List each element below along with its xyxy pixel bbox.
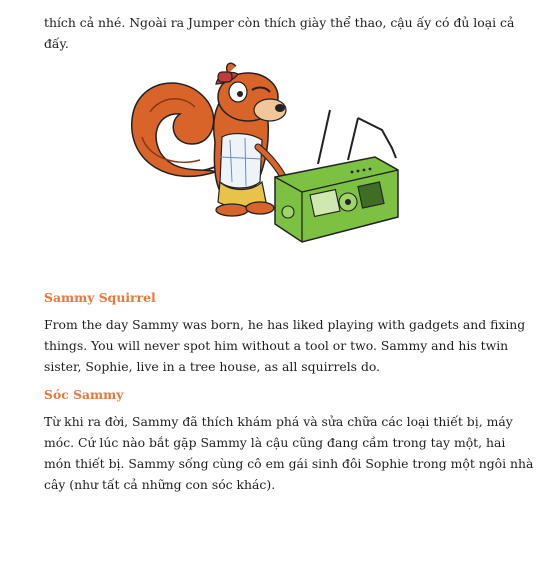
top-paragraph: thích cả nhé. Ngoài ra Jumper còn thích giày thể thao, cậu ấy có đủ loại cả đấy. bbox=[44, 15, 515, 51]
squirrel-radio-illustration bbox=[120, 52, 420, 257]
section-body-vietnamese: Từ khi ra đời, Sammy đã thích khám phá và sửa chữa các loại thiết bị, máy móc. Cứ lúc nào bắt gặp Sammy là cậu cũng đang cầm trong tay một, hai món thiết bị. Sammy sống cùng cô em gái sinh đôi Sophie trong một ngôi nhà cây (như tất cả những con sóc khác). bbox=[44, 414, 534, 492]
radio bbox=[275, 110, 398, 242]
squirrel-head bbox=[216, 63, 286, 121]
section-heading-vietnamese: Sóc Sammy bbox=[44, 387, 124, 402]
section-body-english: From the day Sammy was born, he has liked playing with gadgets and fixing things. You will never spot him without a tool or two. Sammy and his twin sister, Sophie, live in a tree house, as all squirrels do. bbox=[44, 317, 526, 374]
section-heading-english: Sammy Squirrel bbox=[44, 290, 156, 305]
squirrel-tail bbox=[132, 83, 215, 176]
